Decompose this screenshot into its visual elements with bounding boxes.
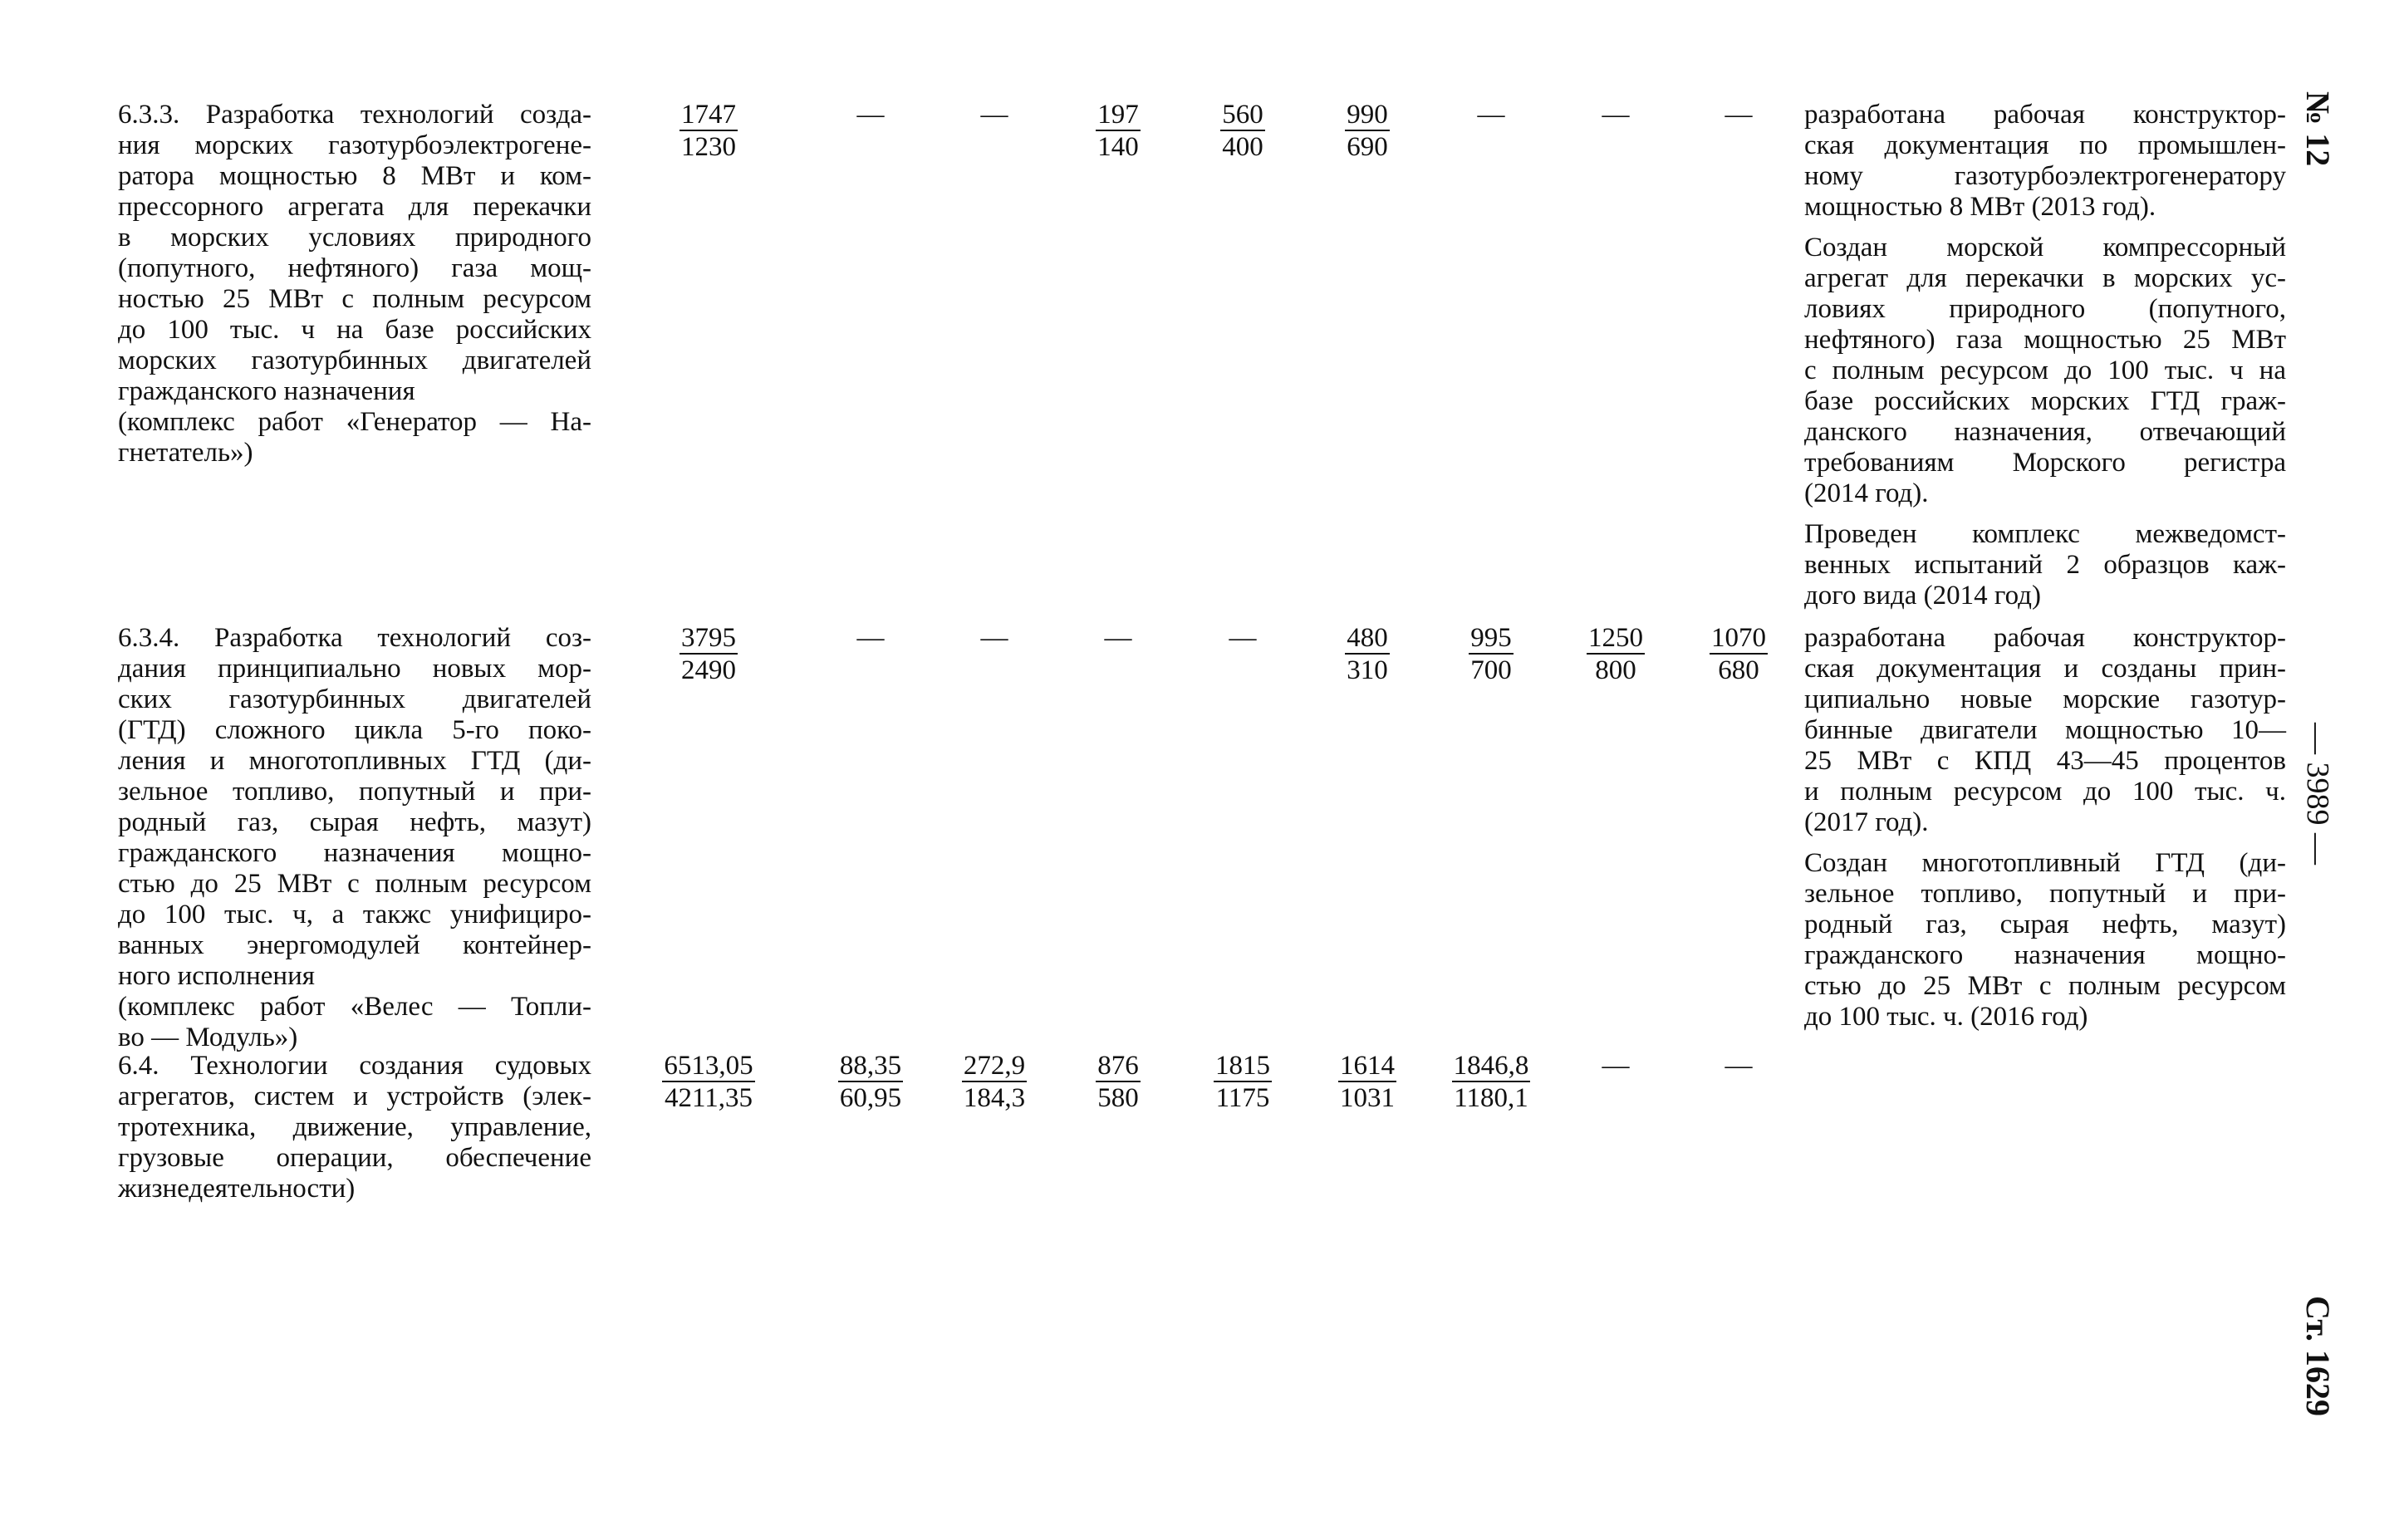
description-line: тротехника, движение, управление, xyxy=(118,1112,591,1142)
fraction-value xyxy=(679,623,738,686)
value-cell xyxy=(821,1051,920,1114)
fraction-value xyxy=(1220,100,1265,163)
result-line: ская документация и созданы прин- xyxy=(1804,654,2286,684)
empty-dash: — xyxy=(1477,100,1505,130)
value-cell xyxy=(1317,623,1417,686)
result-line: до 100 тыс. ч. (2016 год) xyxy=(1804,1002,2088,1032)
description-line: ния морских газотурбоэлектрогене- xyxy=(118,130,591,160)
result-line: 25 МВт с КПД 43—45 процентов xyxy=(1804,746,2286,776)
fraction-value xyxy=(1338,1051,1396,1114)
denominator: 140 xyxy=(1097,132,1139,162)
numerator: 88,35 xyxy=(839,1051,902,1081)
denominator: 680 xyxy=(1718,655,1759,685)
value-cell xyxy=(1689,100,1788,130)
result-line: Создан многотопливный ГТД (ди- xyxy=(1804,848,2286,878)
empty-dash: — xyxy=(980,623,1008,653)
denominator: 1175 xyxy=(1215,1083,1270,1113)
numerator: 197 xyxy=(1097,100,1139,130)
value-cell xyxy=(1193,100,1293,163)
numerator: 995 xyxy=(1470,623,1512,653)
description-line: стью до 25 МВт с полным ресурсом xyxy=(118,869,591,899)
result-line: Проведен комплекс межведомст- xyxy=(1804,519,2286,549)
result-line: зельное топливо, попутный и при- xyxy=(1804,879,2286,909)
numerator: 1614 xyxy=(1340,1051,1395,1081)
fraction-value xyxy=(1345,623,1390,686)
result-line: базе российских морских ГТД граж- xyxy=(1804,386,2286,416)
fraction-value xyxy=(1214,1051,1272,1114)
result-line: разработана рабочая конструктор- xyxy=(1804,623,2286,653)
result-line: ципиально новые морские газотур- xyxy=(1804,684,2286,714)
value-cell xyxy=(1068,623,1168,654)
fraction-value xyxy=(679,100,738,163)
value-cell xyxy=(1068,1051,1168,1114)
row-description xyxy=(118,623,591,1053)
value-cell xyxy=(1689,623,1788,686)
numerator: 3795 xyxy=(681,623,736,653)
result-paragraph xyxy=(1804,233,2286,509)
description-line: ратора мощностью 8 МВт и ком- xyxy=(118,161,591,191)
denominator: 1230 xyxy=(681,132,736,162)
description-line: в морских условиях природного xyxy=(118,223,591,253)
numerator: 480 xyxy=(1347,623,1388,653)
result-paragraph xyxy=(1804,100,2286,223)
empty-dash: — xyxy=(1602,100,1630,130)
description-line: до 100 тыс. ч на базе российских xyxy=(118,315,591,345)
description-line: во — Модуль») xyxy=(118,1023,298,1052)
page-number: — 3989 — xyxy=(2300,723,2335,865)
result-line: с полным ресурсом до 100 тыс. ч на xyxy=(1804,356,2286,385)
value-cell xyxy=(944,1051,1044,1114)
description-line: жизнедеятельности) xyxy=(118,1174,356,1204)
result-line: мощностью 8 МВт (2013 год). xyxy=(1804,192,2156,222)
result-line: дого вида (2014 год) xyxy=(1804,581,2041,611)
denominator: 690 xyxy=(1347,132,1388,162)
fraction-value xyxy=(1710,623,1768,686)
description-line: ванных энергомодулей контейнер- xyxy=(118,930,591,960)
description-line: гражданского назначения xyxy=(118,376,415,406)
value-cell xyxy=(1441,623,1541,686)
description-line: грузовые операции, обеспечение xyxy=(118,1143,591,1173)
description-line: (попутного, нефтяного) газа мощ- xyxy=(118,253,591,283)
value-cell xyxy=(944,100,1044,130)
description-line: прессорного агрегата для перекачки xyxy=(118,192,591,222)
description-line: агрегатов, систем и устройств (элек- xyxy=(118,1081,591,1111)
result-line: ловиях природного (попутного, xyxy=(1804,294,2286,324)
row-result xyxy=(1804,623,2286,1042)
fraction-value xyxy=(1469,623,1514,686)
result-line: родный газ, сырая нефть, мазут) xyxy=(1804,910,2286,939)
value-cell xyxy=(659,623,758,686)
description-line: до 100 тыс. ч, а такжс унифициро- xyxy=(118,900,591,929)
numerator: 1747 xyxy=(681,100,736,130)
denominator: 400 xyxy=(1222,132,1263,162)
description-line: гнетатель») xyxy=(118,438,253,468)
value-cell xyxy=(1068,100,1168,163)
value-cell xyxy=(1689,1051,1788,1081)
value-cell xyxy=(1317,1051,1417,1114)
result-line: данского назначения, отвечающий xyxy=(1804,417,2286,447)
empty-dash: — xyxy=(1104,623,1132,653)
value-cell xyxy=(1193,1051,1293,1114)
empty-dash: — xyxy=(1725,100,1753,130)
numerator: 990 xyxy=(1347,100,1388,130)
description-line: дания принципиально новых мор- xyxy=(118,654,591,684)
denominator: 184,3 xyxy=(963,1083,1026,1113)
result-line: разработана рабочая конструктор- xyxy=(1804,100,2286,130)
result-line: Создан морской компрессорный xyxy=(1804,233,2286,262)
value-cell xyxy=(1566,623,1666,686)
description-line: (ГТД) сложного цикла 5-го поко- xyxy=(118,715,591,745)
empty-dash: — xyxy=(1725,1051,1753,1081)
fraction-value xyxy=(1096,1051,1141,1114)
description-line: (комплекс работ «Генератор — На- xyxy=(118,407,591,437)
description-line: ления и многотопливных ГТД (ди- xyxy=(118,746,591,776)
fraction-value xyxy=(1587,623,1645,686)
value-cell xyxy=(1193,623,1293,654)
result-line: стью до 25 МВт с полным ресурсом xyxy=(1804,971,2286,1001)
row-description xyxy=(118,1051,591,1204)
numerator: 1846,8 xyxy=(1453,1051,1529,1081)
numerator: 1070 xyxy=(1711,623,1766,653)
result-line: и полным ресурсом до 100 тыс. ч. xyxy=(1804,777,2286,807)
result-paragraph xyxy=(1804,623,2286,838)
denominator: 60,95 xyxy=(839,1083,902,1113)
denominator: 580 xyxy=(1097,1083,1139,1113)
row-description xyxy=(118,100,591,468)
denominator: 4211,35 xyxy=(664,1083,753,1113)
result-line: агрегат для перекачки в морских ус- xyxy=(1804,263,2286,293)
result-line: требованиям Морского регистра xyxy=(1804,448,2286,478)
fraction-value xyxy=(1096,100,1141,163)
result-paragraph xyxy=(1804,519,2286,611)
denominator: 1180,1 xyxy=(1454,1083,1528,1113)
result-line: гражданского назначения мощно- xyxy=(1804,940,2286,970)
description-line: ских газотурбинных двигателей xyxy=(118,684,591,714)
value-cell xyxy=(1317,100,1417,163)
numerator: 272,9 xyxy=(963,1051,1026,1081)
result-line: (2014 год). xyxy=(1804,478,1929,508)
description-line: родный газ, сырая нефть, мазут) xyxy=(118,807,591,837)
empty-dash: — xyxy=(1229,623,1257,653)
value-cell xyxy=(659,100,758,163)
fraction-value xyxy=(662,1051,754,1114)
description-line: 6.4. Технологии создания судовых xyxy=(118,1051,591,1081)
fraction-value xyxy=(838,1051,903,1114)
description-line: ного исполнения xyxy=(118,961,315,991)
result-line: бинные двигатели мощностью 10— xyxy=(1804,715,2286,745)
result-line: венных испытаний 2 образцов каж- xyxy=(1804,550,2286,580)
description-line: (комплекс работ «Велес — Топли- xyxy=(118,992,591,1022)
denominator: 1031 xyxy=(1340,1083,1395,1113)
numerator: 6513,05 xyxy=(664,1051,753,1081)
denominator: 700 xyxy=(1470,655,1512,685)
description-line: гражданского назначения мощно- xyxy=(118,838,591,868)
fraction-value xyxy=(962,1051,1027,1114)
description-line: 6.3.3. Разработка технологий созда- xyxy=(118,100,591,130)
value-cell xyxy=(1566,100,1666,130)
row-result xyxy=(1804,100,2286,621)
value-cell xyxy=(659,1051,758,1114)
empty-dash: — xyxy=(980,100,1008,130)
numerator: 1250 xyxy=(1588,623,1643,653)
issue-number: № 12 xyxy=(2299,91,2337,167)
empty-dash: — xyxy=(856,623,885,653)
fraction-value xyxy=(1452,1051,1531,1114)
value-cell xyxy=(821,623,920,654)
result-line: нефтяного) газа мощностью 25 МВт xyxy=(1804,325,2286,355)
denominator: 2490 xyxy=(681,655,736,685)
result-paragraph xyxy=(1804,848,2286,1032)
value-cell xyxy=(1566,1051,1666,1081)
description-line: ностью 25 МВт с полным ресурсом xyxy=(118,284,591,314)
denominator: 310 xyxy=(1347,655,1388,685)
result-line: ному газотурбоэлектрогенератору xyxy=(1804,161,2286,191)
empty-dash: — xyxy=(856,100,885,130)
value-cell xyxy=(944,623,1044,654)
description-line: морских газотурбинных двигателей xyxy=(118,346,591,375)
value-cell xyxy=(1441,100,1541,130)
value-cell xyxy=(1441,1051,1541,1114)
fraction-value xyxy=(1345,100,1390,163)
result-line: ская документация по промышлен- xyxy=(1804,130,2286,160)
denominator: 800 xyxy=(1595,655,1636,685)
description-line: 6.3.4. Разработка технологий соз- xyxy=(118,623,591,653)
empty-dash: — xyxy=(1602,1051,1630,1081)
result-line: (2017 год). xyxy=(1804,807,1929,837)
description-line: зельное топливо, попутный и при- xyxy=(118,777,591,807)
numerator: 876 xyxy=(1097,1051,1139,1081)
article-number: Ст. 1629 xyxy=(2299,1296,2337,1416)
value-cell xyxy=(821,100,920,130)
numerator: 1815 xyxy=(1215,1051,1270,1081)
numerator: 560 xyxy=(1222,100,1263,130)
